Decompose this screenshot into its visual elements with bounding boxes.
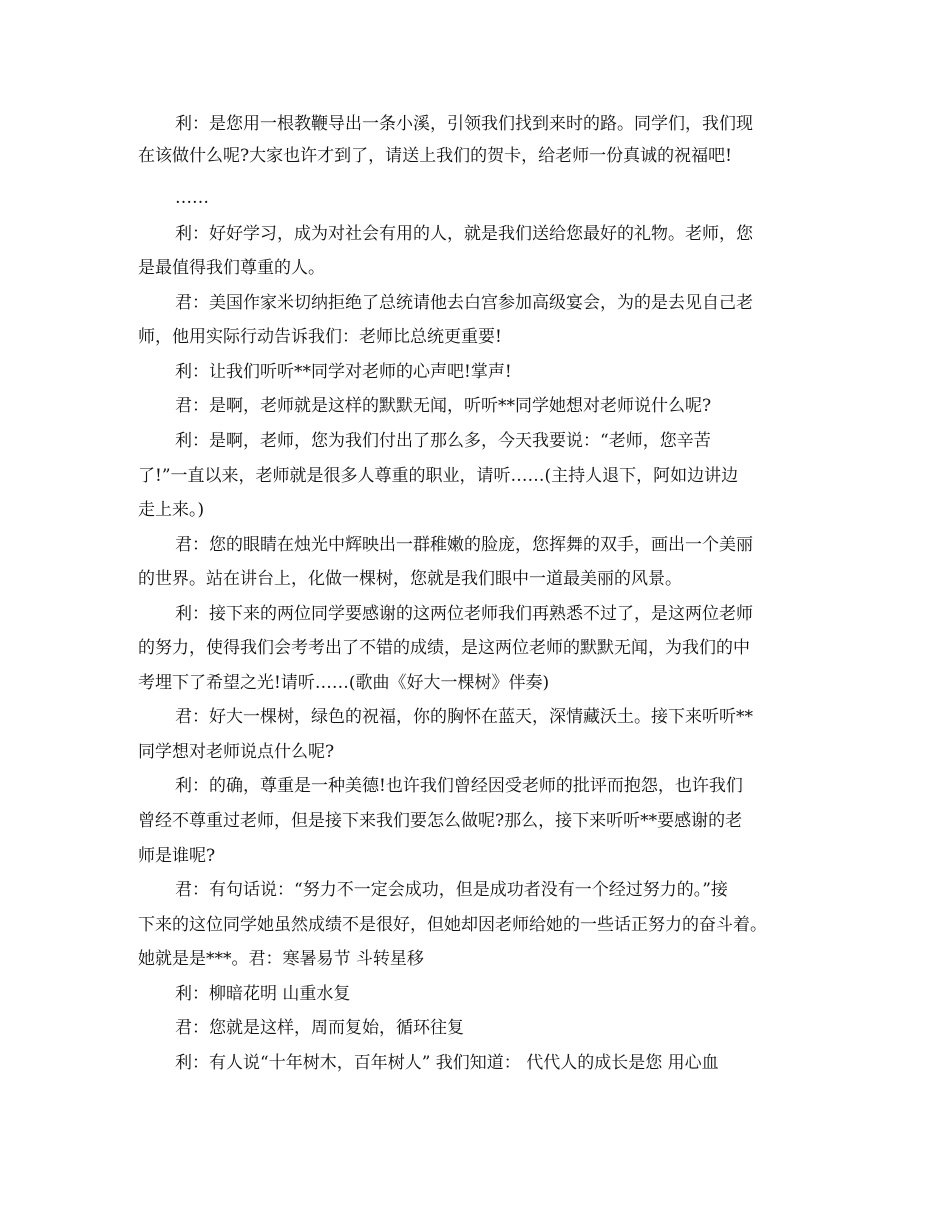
text-line: 利：柳暗花明 山重水复	[175, 984, 351, 1004]
text-line: 下来的这位同学她虽然成绩不是很好，但她却因老师给她的一些话正努力的奋斗着。	[138, 915, 767, 935]
text-line: 君：美国作家米切纳拒绝了总统请他去白宫参加高级宴会，为的是去见自己老	[175, 293, 753, 313]
text-line: 君：是啊，老师就是这样的默默无闻，听听**同学她想对老师说什么呢?	[175, 396, 712, 416]
text-line: 师，他用实际行动告诉我们：老师比总统更重要!	[138, 327, 502, 347]
text-line: 的努力，使得我们会考考出了不错的成绩，是这两位老师的默默无闻，为我们的中	[138, 638, 750, 658]
text-line: ……	[175, 188, 209, 208]
text-line: 利：接下来的两位同学要感谢的这两位老师我们再熟悉不过了，是这两位老师	[175, 604, 753, 624]
text-line: 利：好好学习，成为对社会有用的人，就是我们送给您最好的礼物。老师，您	[175, 224, 753, 244]
text-line: 君：您的眼睛在烛光中辉映出一群稚嫩的脸庞，您挥舞的双手，画出一个美丽	[175, 535, 753, 555]
text-line: 在该做什么呢?大家也许才到了，请送上我们的贺卡，给老师一份真诚的祝福吧!	[138, 146, 732, 166]
text-line: 利：让我们听听**同学对老师的心声吧!掌声!	[175, 362, 512, 382]
text-line: 君：有句话说：“努力不一定会成功，但是成功者没有一个经过努力的。”接	[175, 880, 728, 900]
text-line: 利：的确，尊重是一种美德!也许我们曾经因受老师的批评而抱怨，也许我们	[175, 776, 743, 796]
text-line: 了!”一直以来，老师就是很多人尊重的职业，请听……(主持人退下，阿如边讲边	[138, 466, 739, 486]
text-line: 同学想对老师说点什么呢?	[138, 742, 335, 762]
text-line: 考埋下了希望之光!请听……(歌曲《好大一棵树》伴奏)	[138, 673, 550, 693]
text-line: 君：好大一棵树，绿色的祝福，你的胸怀在蓝天，深情藏沃土。接下来听听**	[175, 707, 753, 727]
text-line: 利：是您用一根教鞭导出一条小溪，引领我们找到来时的路。同学们，我们现	[175, 114, 753, 134]
text-line: 的世界。站在讲台上，化做一棵树，您就是我们眼中一道最美丽的风景。	[138, 569, 682, 589]
text-line: 利：是啊，老师，您为我们付出了那么多，今天我要说：“老师，您辛苦	[175, 431, 711, 451]
text-line: 曾经不尊重过老师，但是接下来我们要怎么做呢?那么，接下来听听**要感谢的老	[138, 811, 743, 831]
text-line: 师是谁呢?	[138, 846, 216, 866]
text-line: 君：您就是这样，周而复始，循环往复	[175, 1018, 464, 1038]
text-line: 利：有人说“十年树木，百年树人” 我们知道： 代代人的成长是您 用心血	[175, 1053, 719, 1073]
text-line: 她就是是***。君：寒暑易节 斗转星移	[138, 949, 424, 969]
text-line: 走上来。)	[138, 500, 205, 520]
text-line: 是最值得我们尊重的人。	[138, 258, 325, 278]
